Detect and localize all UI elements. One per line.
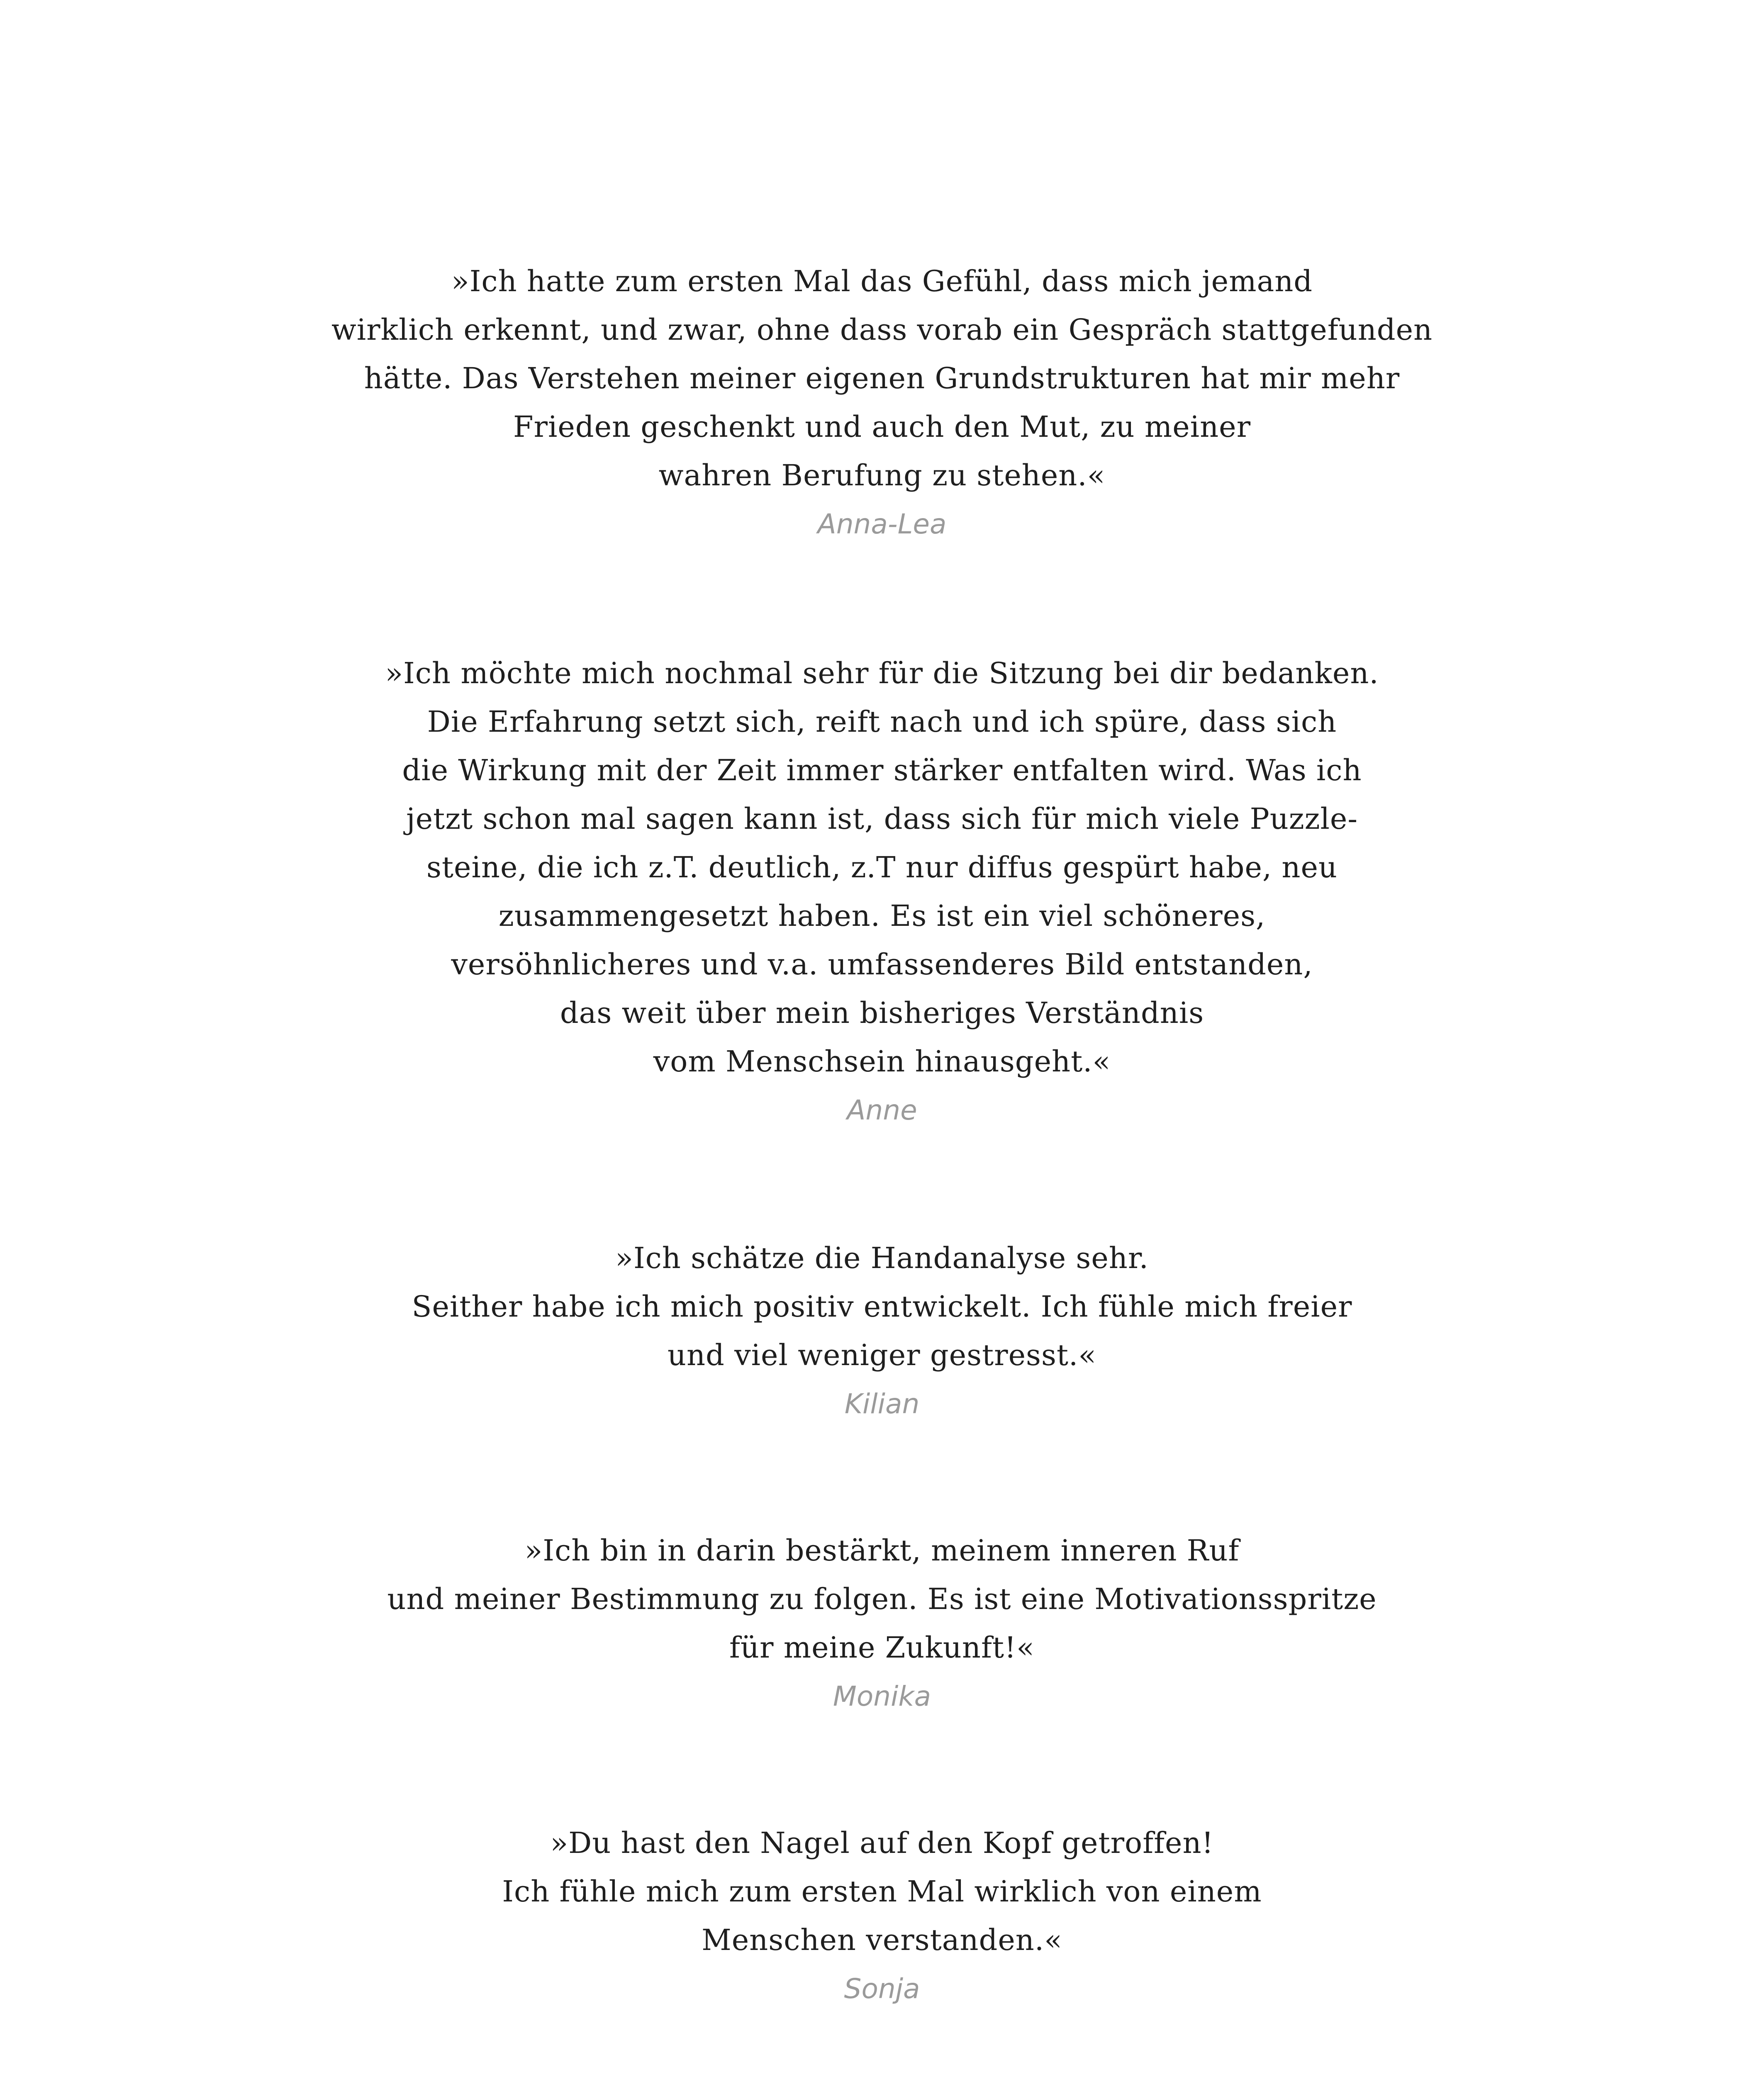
- testimonial-anna-lea: [0, 257, 1764, 548]
- testimonial-sonja: [0, 1819, 1764, 2013]
- quote-line: »Ich möchte mich nochmal sehr für die Sitzung bei dir bedanken.: [385, 656, 1379, 690]
- testimonial-author: Monika: [833, 1680, 931, 1712]
- testimonial-author: Sonja: [844, 1973, 920, 2005]
- quote-line: für meine Zukunft!«: [729, 1631, 1035, 1665]
- quote-line: hätte. Das Verstehen meiner eigenen Grundstrukturen hat mir mehr: [364, 361, 1400, 395]
- testimonial-author: Anne: [847, 1094, 917, 1126]
- quote-line: Seither habe ich mich positiv entwickelt. Ich fühle mich freier: [412, 1290, 1352, 1324]
- quote-line: versöhnlicheres und v.a. umfassenderes Bild entstanden,: [451, 947, 1313, 981]
- quote-line: steine, die ich z.T. deutlich, z.T nur diffus gespürt habe, neu: [426, 850, 1338, 884]
- quote-line: wahren Berufung zu stehen.«: [658, 458, 1106, 492]
- quote-line: »Ich schätze die Handanalyse sehr.: [615, 1241, 1149, 1275]
- quote-line: »Du hast den Nagel auf den Kopf getroffen!: [550, 1826, 1214, 1860]
- quote-line: Menschen verstanden.«: [702, 1923, 1062, 1957]
- quote-line: jetzt schon mal sagen kann ist, dass sich für mich viele Puzzle-: [406, 802, 1358, 836]
- testimonial-monika: [0, 1526, 1764, 1721]
- testimonial-anne: [0, 649, 1764, 1134]
- quote-line: und viel weniger gestresst.«: [667, 1338, 1097, 1372]
- quote-line: vom Menschsein hinausgeht.«: [653, 1044, 1111, 1078]
- quote-line: und meiner Bestimmung zu folgen. Es ist eine Motivationsspritze: [387, 1582, 1377, 1616]
- quote-line: Ich fühle mich zum ersten Mal wirklich von einem: [502, 1874, 1262, 1908]
- testimonial-author: Anna-Lea: [817, 508, 947, 540]
- quote-line: Frieden geschenkt und auch den Mut, zu meiner: [513, 410, 1251, 444]
- quote-line: zusammengesetzt haben. Es ist ein viel schöneres,: [498, 899, 1266, 933]
- quote-line: »Ich hatte zum ersten Mal das Gefühl, dass mich jemand: [451, 264, 1313, 298]
- quote-line: die Wirkung mit der Zeit immer stärker entfalten wird. Was ich: [402, 753, 1362, 787]
- quote-line: wirklich erkennt, und zwar, ohne dass vorab ein Gespräch stattgefunden: [331, 313, 1433, 347]
- quote-line: Die Erfahrung setzt sich, reift nach und ich spüre, dass sich: [427, 705, 1337, 739]
- testimonial-kilian: [0, 1234, 1764, 1428]
- testimonial-author: Kilian: [844, 1388, 920, 1420]
- quote-line: das weit über mein bisheriges Verständnis: [560, 996, 1204, 1030]
- quote-line: »Ich bin in darin bestärkt, meinem inneren Ruf: [524, 1534, 1240, 1568]
